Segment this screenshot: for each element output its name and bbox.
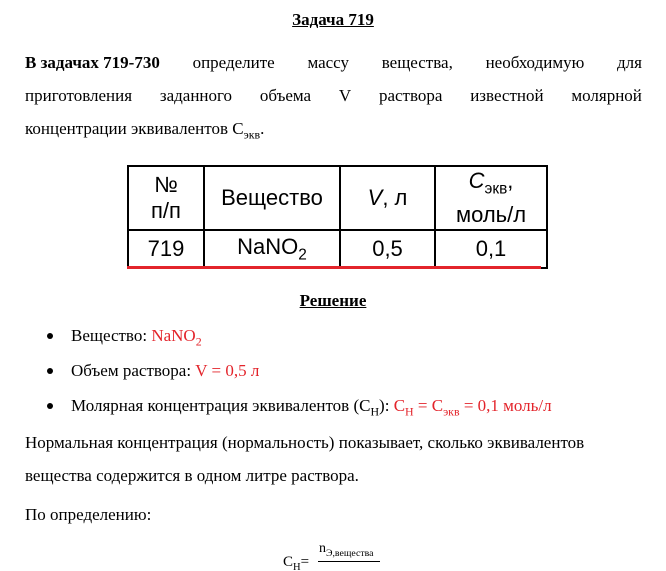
bullet-icon — [47, 333, 53, 339]
statement-line-1: В задачах 719-730 определите массу вещества, необходимую для — [25, 46, 642, 79]
problem-title: Задача 719 — [292, 10, 374, 29]
normality-formula — [283, 540, 403, 571]
cell-volume: 0,5 — [340, 230, 435, 268]
table-row — [128, 230, 547, 268]
statement-bold-lead: В задачах 719-730 — [25, 53, 160, 72]
header-concentration: $C_{экв}$, моль/л — [435, 166, 547, 230]
cell-concentration: 0,1 — [435, 230, 547, 268]
normality-paragraph: Нормальная концентрация (нормальность) показывает, сколько эквивалентов вещества содержится в одном литре раствора. — [25, 433, 585, 485]
bullet-icon — [47, 368, 53, 374]
bullet-icon — [47, 403, 53, 409]
fraction-bar — [318, 561, 380, 562]
formula-lhs: $С_Н=$ — [283, 554, 310, 571]
table-header-row — [128, 166, 547, 230]
solution-title: Решение — [299, 291, 367, 310]
cell-number: 719 — [128, 230, 204, 268]
header-volume: V, л — [340, 166, 435, 230]
statement-line-2: приготовления заданного объема V раствора известной молярной — [25, 86, 642, 105]
variant-table — [127, 165, 548, 269]
list-item: Молярная концентрация эквивалентов $(С_Н)$: $С_Н = С_{экв} = 0,1$ моль/л — [25, 388, 552, 423]
list-item: Объем раствора: V = 0,5 л — [25, 353, 552, 388]
header-substance: Вещество — [204, 166, 340, 230]
definition-label: По определению: — [25, 505, 152, 524]
formula-numerator: $n_{Э,вещества}$ — [319, 541, 374, 559]
given-list — [25, 318, 552, 423]
statement-line-3: концентрации эквивалентов $С_{экв}$. — [25, 119, 265, 142]
header-number: № п/п — [128, 166, 204, 230]
red-underline — [127, 266, 541, 269]
problem-statement — [25, 46, 642, 145]
list-item: Вещество: NaNO$_2$ — [25, 318, 552, 353]
cell-substance: NaNO$_2$ — [204, 230, 340, 268]
